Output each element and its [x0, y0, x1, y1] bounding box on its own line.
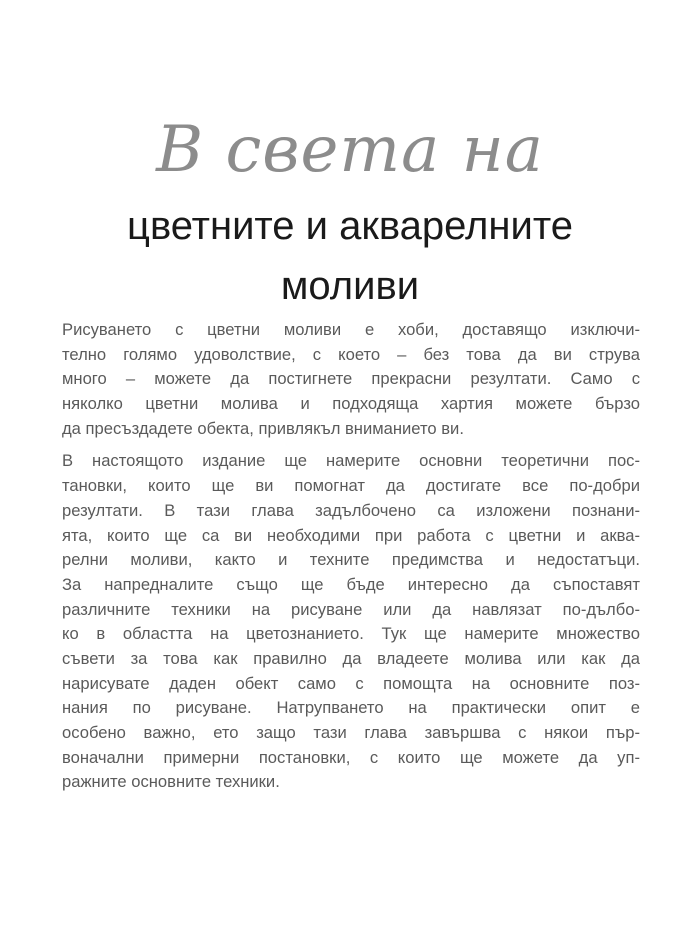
- paragraph-line: нания по рисуване. Натрупването на практически опит е: [62, 698, 640, 718]
- paragraph-line: ко в областта на цветознанието. Тук ще намерите множество: [62, 624, 640, 644]
- paragraph-line: релни моливи, както и техните предимства и недостатъци.: [62, 550, 640, 570]
- paragraph-line: много – можете да постигнете прекрасни резултати. Само с: [62, 369, 640, 389]
- paragraph-line: Рисуването с цветни моливи е хоби, доставящо изключи-: [62, 320, 640, 339]
- paragraph-line: резултати. В тази глава задълбочено са изложени познани-: [62, 500, 640, 520]
- chapter-title-main: [0, 196, 700, 316]
- body-text: [62, 318, 640, 803]
- paragraph-line: За напредналите също ще бъде интересно да съпоставят: [62, 574, 640, 594]
- paragraph-line: няколко цветни молива и подходяща хартия можете бързо: [62, 394, 640, 414]
- paragraph-line: ята, които ще са ви необходими при работа с цветни и аква-: [62, 525, 640, 545]
- paragraph-line: телно голямо удоволствие, с което – без това да ви струва: [62, 344, 640, 364]
- paragraph-line: да пресъздадете обекта, привлякъл вниманието ви.: [62, 418, 464, 438]
- paragraph-line: нарисувате даден обект само с помощта на основните поз-: [62, 673, 640, 693]
- paragraph: [62, 449, 640, 795]
- paragraph-line: В настоящото издание ще намерите основни теоретични пос-: [62, 451, 640, 471]
- chapter-title-main-line: моливи: [280, 264, 420, 308]
- paragraph-line: съвети за това как правилно да владеете молива или как да: [62, 648, 640, 668]
- paragraph-line: ражните основните техники.: [62, 772, 280, 792]
- paragraph-line: особено важно, ето защо тази глава завършва с някои пър-: [62, 723, 640, 742]
- paragraph-line: различните техники на рисуване или да навлязат по-дълбо-: [62, 599, 640, 619]
- chapter-title-script: В света на: [156, 113, 544, 187]
- paragraph: [62, 318, 640, 441]
- paragraph-line: тановки, които ще ви помогнат да достигате все по-добри: [62, 476, 640, 496]
- chapter-title-main-line: цветните и акварелните: [127, 204, 573, 248]
- paragraph-line: воначални примерни постановки, с които ще можете да уп-: [62, 747, 640, 767]
